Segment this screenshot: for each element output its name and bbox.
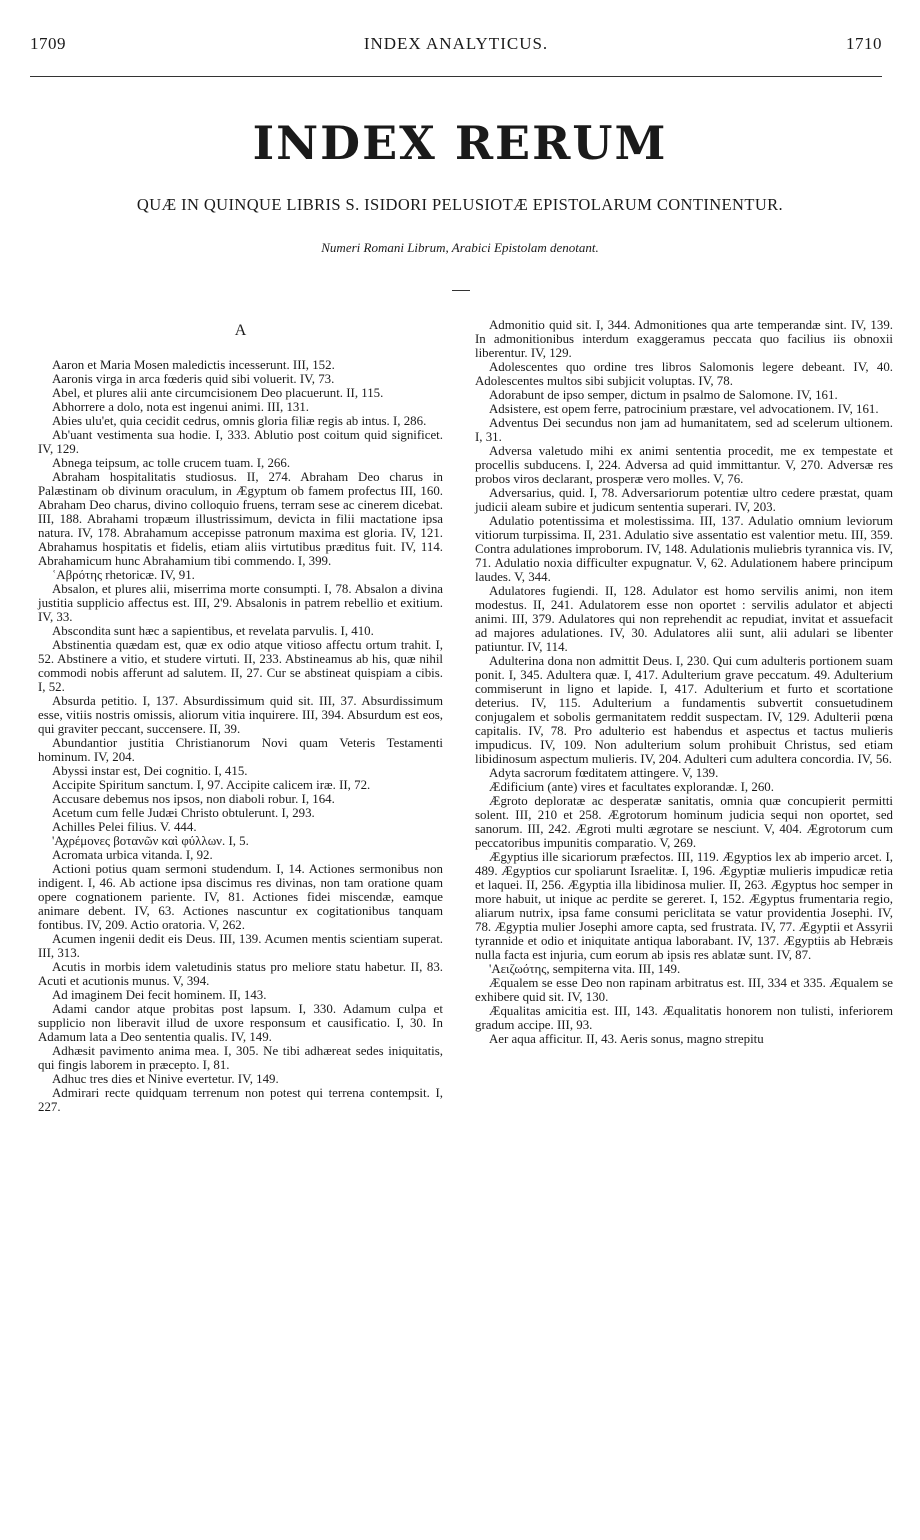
index-entry: Abies ulu'et, quia cecidit cedrus, omnis gloria filiæ regis ab intus. I, 286. <box>52 414 427 428</box>
index-entry: Adyta sacrorum fœditatem attingere. V, 139. <box>489 766 719 780</box>
index-entry: Accusare debemus nos ipsos, non diaboli robur. I, 164. <box>52 792 335 806</box>
index-entry: Abundantior justitia Christianorum Novi quam Veteris Testamenti hominum. IV, 204. <box>38 736 443 764</box>
index-entry: Accipite Spiritum sanctum. I, 97. Accipite calicem iræ. II, 72. <box>52 778 371 792</box>
index-entry: Actioni potius quam sermoni studendum. I, 14. Actiones sermonibus non indigent. I, 46. Ab actione ipsa discimus res divinas, non tam oratione quam opere cognationem pariente. IV, 81. Actiones fidei miscendæ, eamque animare debent. IV, 63. Actiones nascuntur ex cogitationibus tanquam fontibus. IV, 209. Actio oratoria. V, 262. <box>38 862 443 932</box>
index-entry: Absurda petitio. I, 137. Absurdissimum quid sit. III, 37. Absurdissimum esse, vitiis nostris omissis, aliorum vitia inquirere. III, 394. Absurdum est eos, qui graviter peccant, succensere. II, 39. <box>38 694 443 736</box>
page-number-right: 1710 <box>846 34 882 53</box>
left-column <box>38 318 443 1114</box>
index-entry: Adulterina dona non admittit Deus. I, 230. Qui cum adulteris portionem suam ponit. I, 345. Adultera quæ. I, 417. Adulterium grave peccatum. 49. Adulterium commiserunt in ligno et lapide. I, 417. Adulterium et furto et scortatione deterius. IV, 115. Adulterium a fundamentis subvertit consuetudinem conjugalem et sobolis germanitatem reddit suspectam. IV, 129. Adulterii pœna capitalis. IV, 78. Pro adulterio est habendus et aspectus et tactus mulieris impudicus. IV, 109. Non adulterium solum prohibuit Christus, sed etiam libidinosum aspectum mulieris. IV, 204. Adulteri cum adultera concordia. IV, 56. <box>475 654 893 766</box>
index-entry: Æqualitas amicitia est. III, 143. Æqualitatis honorem non tulisti, inferiorem gradum accipe. III, 93. <box>475 1004 893 1032</box>
left-entry-list <box>38 358 443 1114</box>
index-entry: Adventus Dei secundus non jam ad humanitatem, sed ad scelerum ultionem. I, 31. <box>475 416 893 444</box>
index-entry: Æqualem se esse Deo non rapinam arbitratus est. III, 334 et 335. Æqualem se exhibere quid sit. IV, 130. <box>475 976 893 1004</box>
index-entry: Ædificium (ante) vires et facultates explorandæ. I, 260. <box>489 780 774 794</box>
index-entry: Adulatio potentissima et molestissima. III, 137. Adulatio omnium leviorum vitiorum turpissima. II, 231. Adulatio sive assentatio est valentior metu. III, 359. Contra adulationes improborum. IV, 148. Adulationis muliebris tyrannica vis. IV, 71. Adulatio noxia difficulter expugnatur. V, 62. Adulationem habere principum laudes. V, 344. <box>475 514 893 584</box>
index-entry: Adulatores fugiendi. II, 128. Adulator est homo servilis animi, non item modestus. II, 241. Adulatorem esse non oportet : servilis adulator et abjecti animi. III, 379. Adulatores qui non reprehendit ac repudiat, invitat et assuefacit ad majores adulationes. IV, 30. Adulatores alii sunt, alii adulari se libenter patiuntur. IV, 114. <box>475 584 893 654</box>
index-entry: Aer aqua afficitur. II, 43. Aeris sonus, magno strepitu <box>489 1032 764 1046</box>
right-column <box>475 318 893 1046</box>
index-entry: Abhorrere a dolo, nota est ingenui animi. III, 131. <box>52 400 310 414</box>
index-entry: Abscondita sunt hæc a sapientibus, et revelata parvulis. I, 410. <box>52 624 374 638</box>
index-entry: Abel, et plures alii ante circumcisionem Deo placuerunt. II, 115. <box>52 386 384 400</box>
index-entry: 'Αχρέμονες βοτανῶν καὶ φύλλων. I, 5. <box>52 834 249 848</box>
index-entry: Aaronis virga in arca fœderis quid sibi voluerit. IV, 73. <box>52 372 335 386</box>
page-subtitle: QUÆ IN QUINQUE LIBRIS S. ISIDORI PELUSIOTÆ EPISTOLARUM CONTINENTUR. <box>136 195 784 214</box>
index-entry: Abyssi instar est, Dei cognitio. I, 415. <box>52 764 248 778</box>
index-entry: Admirari recte quidquam terrenum non potest qui terrena contempsit. I, 227. <box>38 1086 443 1114</box>
index-entry: Adorabunt de ipso semper, dictum in psalmo de Salomone. IV, 161. <box>489 388 838 402</box>
index-entry: Acromata urbica vitanda. I, 92. <box>52 848 213 862</box>
index-entry: Admonitio quid sit. I, 344. Admonitiones qua arte temperandæ sint. IV, 139. In admonitionibus interdum exaggeramus peccata quo facilius iis obnoxii liberentur. IV, 129. <box>475 318 893 360</box>
page-title: INDEX RERUM <box>252 116 668 170</box>
index-entry: Aaron et Maria Mosen maledictis incesserunt. III, 152. <box>52 358 335 372</box>
index-entry: Adhuc tres dies et Ninive evertetur. IV, 149. <box>52 1072 279 1086</box>
section-letter: A <box>234 322 247 339</box>
index-entry: Ab'uant vestimenta sua hodie. I, 333. Ablutio post coitum quid significet. IV, 129. <box>38 428 443 456</box>
index-entry: Achilles Pelei filius. V. 444. <box>52 820 197 834</box>
index-entry: ʿΑβρότης rhetoricæ. IV, 91. <box>52 568 195 582</box>
index-entry: Adsistere, est opem ferre, patrocinium præstare, vel advocationem. IV, 161. <box>489 402 879 416</box>
title-divider <box>452 290 470 291</box>
index-entry: Absalon, et plures alii, miserrima morte consumpti. I, 78. Absalon a divina justitia supplicio affectus est. III, 2'9. Absalonis in patrem rebellio et exitium. IV, 33. <box>38 582 443 624</box>
numbering-note: Numeri Romani Librum, Arabici Epistolam denotant. <box>321 240 599 255</box>
index-entry: 'Αειζωότης, sempiterna vita. III, 149. <box>489 962 681 976</box>
index-entry: Acumen ingenii dedit eis Deus. III, 139. Acumen mentis scientiam superat. III, 313. <box>38 932 443 960</box>
index-entry: Adversa valetudo mihi ex animi sententia procedit, me ex tempestate et procellis subducens. I, 224. Adversa ad quid immittantur. V, 270. Adversæ res probos viros declarant, prosperæ vero molles. V, 76. <box>475 444 893 486</box>
page-number-left: 1709 <box>30 34 66 53</box>
running-title: INDEX ANALYTICUS. <box>363 34 549 53</box>
right-entry-list <box>475 318 893 1046</box>
header-rule <box>30 76 882 77</box>
index-entry: Adhæsit pavimento anima mea. I, 305. Ne tibi adhæreat sedes iniquitatis, qui fingis laborem in præcepto. I, 81. <box>38 1044 443 1072</box>
index-entry: Adversarius, quid. I, 78. Adversariorum potentiæ ultro cedere præstat, quam judicii aleam subire et judicum sententia superari. IV, 203. <box>475 486 893 514</box>
index-entry: Adami candor atque probitas post lapsum. I, 330. Adamum culpa et supplicio non liberavit illud de uxore responsum et causificatio. I, 30. In Adamum lata a Deo sententia qualis. IV, 149. <box>38 1002 443 1044</box>
index-entry: Abstinentia quædam est, quæ ex odio atque vitioso affectu ortum trahit. I, 52. Abstinere a vitio, et studere virtuti. II, 233. Abstineamus ab his, quæ nihil commodi nobis afferunt ad salutem. II, 27. Cur se abstineat quispiam a cibis. I, 52. <box>38 638 443 694</box>
index-entry: Ægroto deploratæ ac desperatæ sanitatis, omnia quæ concupierit permitti solent. III, 210 et 258. Ægrotorum hominum judicia sequi non oportet, sed sanorum. III, 242. Ægroti multi ægrotare se nesciunt. V, 404. Ægrotorum cum peccatoribus impunitis comparatio. V, 269. <box>475 794 893 850</box>
index-entry: Abraham hospitalitatis studiosus. II, 274. Abraham Deo charus in Palæstinam ob divinum oraculum, in Ægyptum ob famem profectus III, 160. Abraham Deo charus, divino colloquio fruens, terram sese ac cinerem dicebat. III, 188. Abrahami tropæum illustrissimum, devicta in filii mactatione ipsa natura. IV, 178. Abrahamum accepisse patronum maxima est gloria. IV, 121. Abrahamus hospitatis et fidelis, etiam aliis virtutibus præditus fuit. IV, 114. Abrahamicum hunc Abrahamium tibi commendo. I, 399. <box>38 470 443 568</box>
index-entry: Acutis in morbis idem valetudinis status pro meliore statu habetur. II, 83. Acuti et acutionis munus. V, 394. <box>38 960 443 988</box>
index-entry: Acetum cum felle Judæi Christo obtulerunt. I, 293. <box>52 806 315 820</box>
index-entry: Adolescentes quo ordine tres libros Salomonis legere debeant. IV, 40. Adolescentes multos sibi subjicit voluptas. IV, 78. <box>475 360 893 388</box>
running-head <box>30 34 882 58</box>
index-entry: Abnega teipsum, ac tolle crucem tuam. I, 266. <box>52 456 291 470</box>
index-entry: Ad imaginem Dei fecit hominem. II, 143. <box>52 988 267 1002</box>
index-entry: Ægyptius ille sicariorum præfectos. III, 119. Ægyptios lex ab imperio arcet. I, 489. Ægyptios cur spoliarunt Israelitæ. I, 196. Ægyptiæ mulieris impudicæ retia et laquei. II, 256. Ægyptia illa libidinosa mulier. II, 263. Ægyptus hoc semper in more habuit, ut inique ac perdite se gereret. I, 152. Ægyptus frumentaria regio, aliarum nutrix, ipsa fame consumi periclitata se vatur providentia Josephi. IV, 78. Ægyptia mulier Josephi amore capta, sed frustrata. IV, 77. Ægyptii et Assyrii tyrannide et odio et iniquitate antiqua laborabant. IV, 137. Ægyptiis ab Hebræis nulla facta est injuria, cum eorum ab ipsis res ablatæ sunt. IV, 87. <box>475 850 893 962</box>
